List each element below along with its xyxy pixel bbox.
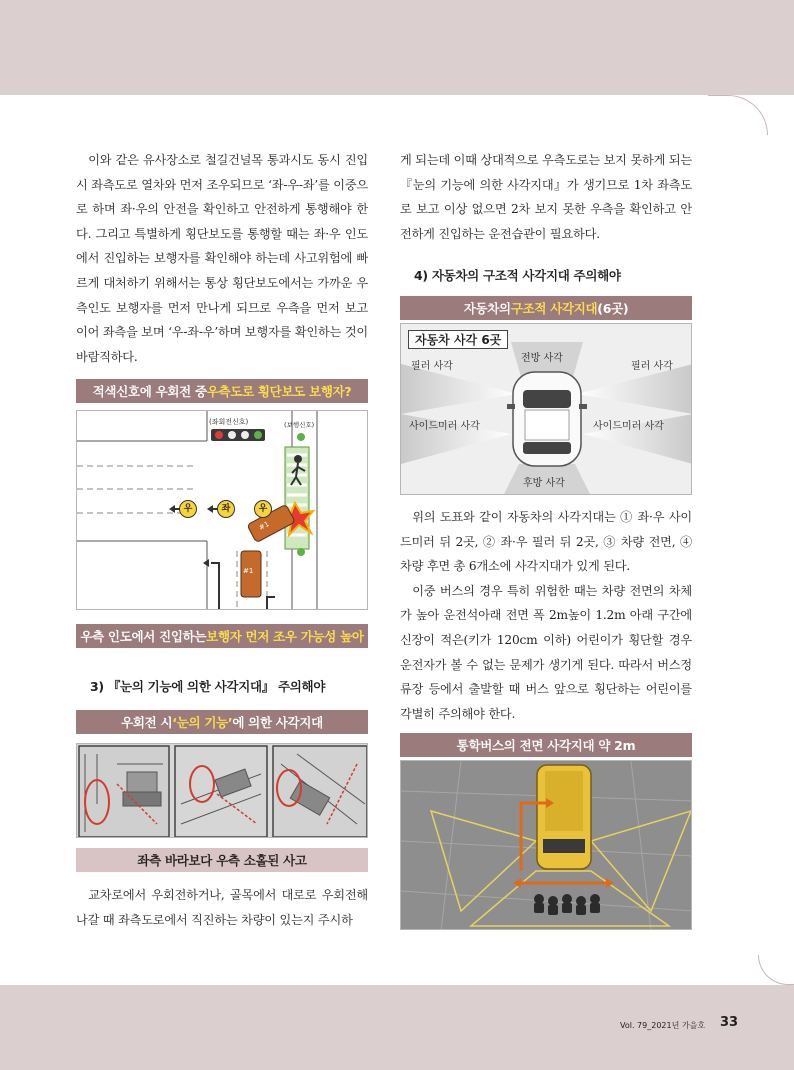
sequence-right-1: 우	[179, 500, 197, 518]
figure2-caption: 좌측 바라보다 우측 소홀된 사고	[137, 853, 307, 868]
left-paragraph-2	[76, 883, 368, 932]
body-text: 게 되는데 이때 상대적으로 우측도로는 보지 못하게 되는 『눈의 기능에 의한 사각지대』가 생기므로 1차 좌측도로 보고 이상 없으면 2차 보지 못한 우측을 확인하고 안전하게 진입하는 운전습관이 필요하다.	[400, 153, 692, 241]
left-paragraph-1	[76, 148, 368, 369]
subhead-4: 4) 자동차의 구조적 사각지대 주의해야	[414, 268, 621, 283]
label-left-mirror-blind-spot: 사이드미러 사각	[409, 421, 480, 432]
label-left-pillar-blind-spot: 필러 사각	[411, 361, 453, 372]
body-text: 위의 도표와 같이 자동차의 사각지대는 ① 좌·우 사이드미러 뒤 2곳, ② 좌·우 필러 뒤 2곳, ③ 차량 전면, ④ 차량 후면 총 6개소에 사각지대가 있게 된다.	[400, 510, 692, 574]
figure1-intersection-diagram	[76, 410, 368, 610]
figure1-caption-prefix: 우측 인도에서 진입하는	[80, 629, 207, 644]
subhead-3: 3) 『눈의 기능에 의한 사각지대』 주의해야	[90, 679, 326, 694]
right-paragraph-1	[400, 148, 692, 246]
sequence-right-2: 우	[254, 500, 272, 518]
turning-car-label: #1	[257, 520, 271, 532]
figure3-title-bar	[400, 296, 692, 320]
figure1-caption-highlight: 보행자 먼저 조우 가능성 높아	[206, 629, 364, 644]
signal-label: (좌회전신호)	[209, 418, 249, 426]
sequence-left: 좌	[217, 500, 235, 518]
figure1-title-bar	[76, 379, 368, 403]
figure2-title-bar	[76, 710, 368, 734]
figure4-bus-photo	[400, 760, 692, 930]
ped-signal-label: (보행신호)	[284, 421, 315, 429]
figure3-blind-spots	[400, 323, 692, 495]
figure2-sketch-panels	[76, 743, 368, 838]
figure1-title-highlight: 우측도로 횡단보도 보행자?	[206, 384, 352, 399]
figure3-box-title: 자동차 사각 6곳	[408, 330, 508, 349]
figure3-title-suffix: (6곳)	[597, 301, 629, 316]
figure3-title-highlight: 구조적 사각지대	[510, 301, 598, 316]
figure1-title-prefix: 적색신호에 우회전 중	[92, 384, 207, 399]
figure2-title-suffix: 에 의한 사각지대	[232, 715, 323, 730]
right-paragraph-2	[400, 505, 692, 726]
figure2-title-highlight: ‘눈의 기능’	[172, 715, 233, 730]
label-right-mirror-blind-spot: 사이드미러 사각	[593, 421, 664, 432]
figure3-title-prefix: 자동차의	[463, 301, 511, 316]
bus-photo-svg	[401, 761, 692, 930]
figure2-caption-bar	[76, 848, 368, 872]
car-label: #1	[243, 567, 254, 575]
figure1-caption-bar	[76, 624, 368, 648]
label-rear-blind-spot: 후방 사각	[523, 478, 565, 489]
figure4-title: 통학버스의 전면 사각지대 약 2m	[456, 738, 636, 753]
figure2-title-prefix: 우회전 시	[121, 715, 173, 730]
page-number: 33	[720, 1015, 739, 1030]
body-text: 이와 같은 유사장소로 철길건널목 통과시도 동시 진입 시 좌측도로 열차와 먼저 조우되므로 ‘좌-우-좌’를 이중으로 하며 좌·우의 안전을 확인하고 안전하게 통행해야 한다. 그리고 특별하게 횡단보도를 통행할 때는 좌·우 인도에서 진입하는 보행자를 확인해야 하는데 사고위험에 빠르게 대처하기 위해서는 통상 횡단보도에서는 가까운 우측인도 보행자를 먼저 만나게 되므로 우측을 먼저 보고 이어 좌측을 보며 ‘우-좌-우’하며 보행자를 확인하는 것이 바람직하다.	[76, 153, 368, 364]
label-right-pillar-blind-spot: 필러 사각	[631, 361, 673, 372]
label-front-blind-spot: 전방 사각	[521, 353, 563, 364]
body-text: 이중 버스의 경우 특히 위험한 때는 차량 전면의 차체가 높아 운전석아래 전면 폭 2m높이 1.2m 아래 구간에 신장이 적은(키가 120cm 이하) 어린이가 횡단할 경우 운전자가 볼 수 없는 문제가 생기게 된다. 따라서 버스정류장 등에서 출발할 때 버스 앞으로 횡단하는 어린이를 각별히 주의해야 한다.	[400, 583, 692, 721]
figure4-title-bar	[400, 733, 692, 757]
body-text: 교차로에서 우회전하거나, 골목에서 대로로 우회전해 나갈 때 좌측도로에서 직진하는 차량이 있는지 주시하	[76, 888, 368, 927]
sketch-panels-svg	[77, 744, 368, 838]
issue-label: Vol. 79_2021년 가을호	[620, 1021, 706, 1030]
